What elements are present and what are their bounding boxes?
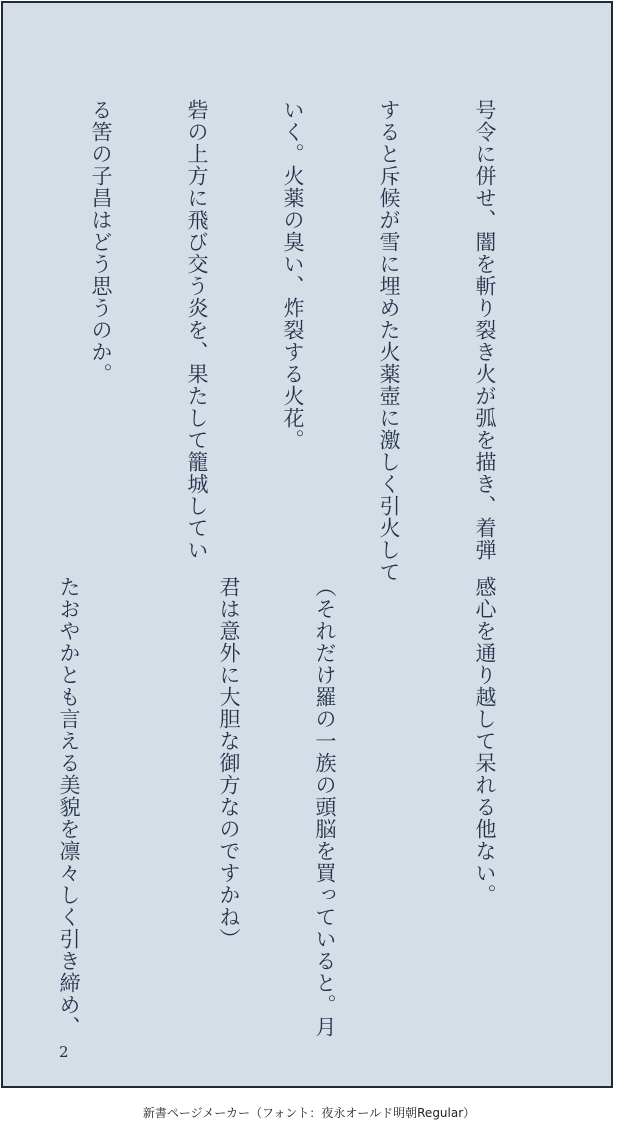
text-upper-tier: [0, 99, 565, 583]
footer-credit: 新書ページメーカー（フォント：夜永オールド明朝Regular）: [142, 1106, 476, 1120]
book-page: [1, 1, 613, 1088]
text-line: 感心を通り越して呆れる他ない。: [473, 576, 497, 906]
page-number: 2: [59, 1043, 69, 1061]
text-line: る筈の子昌はどう思うのか。: [89, 99, 113, 385]
text-line: 砦の上方に飛び交う炎を、果たして籠城してい: [185, 99, 209, 561]
text-line: （それだけ羅の一族の頭脳を買っていると。月: [313, 576, 337, 1038]
text-line: すると斥候が雪に埋めた火薬壺に激しく引火して: [377, 99, 401, 583]
text-line: いく。火薬の臭い、炸裂する火花。: [281, 99, 305, 451]
text-lower-tier: [0, 576, 565, 1038]
text-line: 君は意外に大胆な御方なのですかね）: [217, 576, 241, 950]
text-line: たおやかとも言える美貌を凛々しく引き締め、: [57, 576, 81, 1038]
text-line: 号令に併せ、闇を斬り裂き火が弧を描き、着弾: [473, 99, 497, 561]
